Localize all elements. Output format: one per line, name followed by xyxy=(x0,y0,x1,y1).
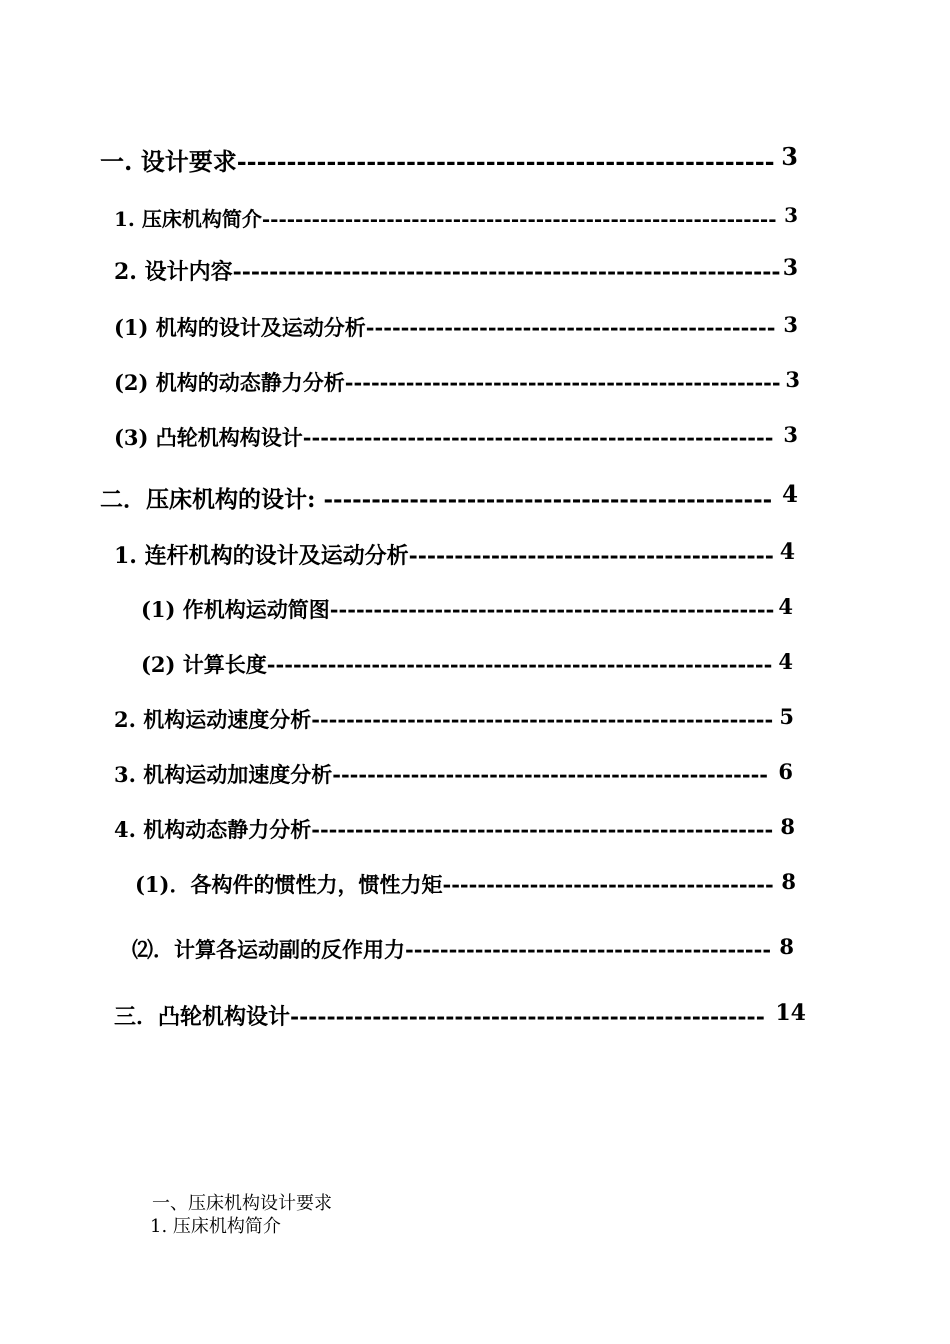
toc-entry[interactable] xyxy=(114,422,798,450)
toc-entry[interactable] xyxy=(114,759,793,787)
toc-entry[interactable] xyxy=(114,255,798,283)
toc-entry-page: 14 xyxy=(775,1000,806,1026)
toc-entry[interactable] xyxy=(114,814,795,842)
toc-entry-title: 一. 设计要求------------------------------------------------------ xyxy=(100,147,775,176)
toc-entry-title: 2. 机构运动速度分析----------------------------------------------------- xyxy=(114,707,774,732)
section-heading: 一、压床机构设计要求 xyxy=(152,1193,332,1214)
toc-entry[interactable] xyxy=(114,312,798,340)
toc-entry-title: (1)．各构件的惯性力，惯性力矩-------------------------------------- xyxy=(135,872,774,897)
toc-entry[interactable] xyxy=(100,142,798,174)
toc-entry-page: 3 xyxy=(783,422,798,447)
toc-entry-page: 3 xyxy=(785,367,800,392)
toc-entry-page: 3 xyxy=(781,142,798,171)
toc-entry[interactable] xyxy=(100,481,798,511)
toc-entry-title: 三．凸轮机构设计---------------------------------------------------- xyxy=(114,1004,765,1030)
toc-entry-page: 3 xyxy=(782,255,798,281)
toc-entry[interactable] xyxy=(114,203,798,229)
toc-entry-page: 5 xyxy=(779,704,794,729)
toc-entry-title: 4. 机构动态静力分析----------------------------------------------------- xyxy=(114,817,774,842)
toc-entry-page: 3 xyxy=(784,203,798,227)
toc-entry-page: 8 xyxy=(781,869,796,894)
toc-entry-title: 3. 机构运动加速度分析-------------------------------------------------- xyxy=(114,762,769,787)
toc-entry-page: 3 xyxy=(783,312,798,337)
toc-entry-page: 6 xyxy=(778,759,793,784)
toc-entry-title: (2) 计算长度---------------------------------------------------------- xyxy=(141,652,773,677)
toc-entry[interactable] xyxy=(114,539,795,569)
toc-entry-page: 8 xyxy=(780,814,795,839)
toc-entry-title: (3) 凸轮机构构设计------------------------------------------------------ xyxy=(114,425,774,450)
toc-entry-title: 二．压床机构的设计: ----------------------------------------------- xyxy=(100,486,773,513)
toc-entry[interactable] xyxy=(141,594,793,622)
toc-entry-title: ⑵．计算各运动副的反作用力------------------------------------------ xyxy=(132,937,772,962)
toc-entry-title: (1) 机构的设计及运动分析----------------------------------------------- xyxy=(114,315,776,340)
toc-entry-page: 4 xyxy=(781,481,798,508)
toc-entry-title: (2) 机构的动态静力分析-------------------------------------------------- xyxy=(114,370,781,395)
toc-entry[interactable] xyxy=(135,869,796,897)
toc-entry[interactable] xyxy=(114,704,794,732)
toc-entry-page: 4 xyxy=(778,594,793,619)
toc-entry[interactable] xyxy=(114,367,800,395)
subsection-heading: 1. 压床机构简介 xyxy=(150,1216,281,1237)
toc-entry[interactable] xyxy=(141,649,793,677)
toc-entry-page: 8 xyxy=(779,934,794,959)
toc-entry-title: 1. 压床机构简介-------------------------------------------------------------- xyxy=(114,207,777,231)
toc-entry-page: 4 xyxy=(778,649,793,674)
toc-entry-title: (1) 作机构运动简图--------------------------------------------------- xyxy=(141,597,775,622)
toc-entry-title: 2. 设计内容------------------------------------------------------------ xyxy=(114,259,781,285)
toc-entry-page: 4 xyxy=(779,539,795,565)
toc-entry[interactable] xyxy=(132,934,794,962)
toc-entry[interactable] xyxy=(114,1000,806,1030)
toc-entry-title: 1. 连杆机构的设计及运动分析---------------------------------------- xyxy=(114,543,774,569)
